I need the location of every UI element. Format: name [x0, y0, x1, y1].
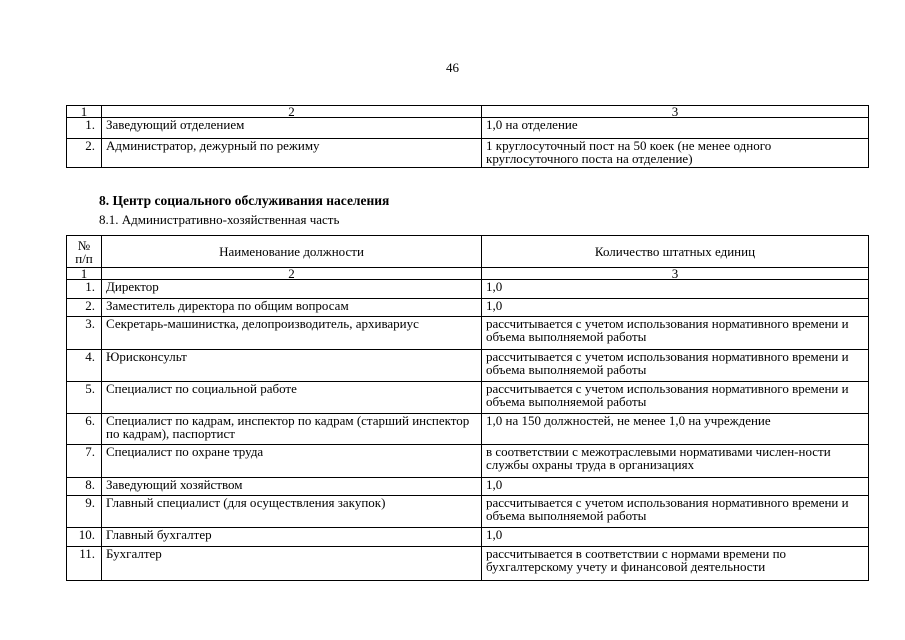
- table-row: [67, 496, 869, 528]
- section-title: 8. Центр социального обслуживания населения: [99, 193, 390, 208]
- table-row: [67, 118, 869, 139]
- staff-quantity: 1,0 на 150 должностей, не менее 1,0 на учреждение: [482, 414, 869, 445]
- column-index-cell: 2: [102, 106, 482, 118]
- position-name: Специалист по охране труда: [102, 445, 482, 478]
- position-name: Бухгалтер: [102, 547, 482, 581]
- row-number: 4.: [67, 350, 102, 382]
- table-row: [67, 139, 869, 168]
- staff-quantity: 1 круглосуточный пост на 50 коек (не менее одного круглосуточного поста на отделение): [482, 139, 869, 168]
- staff-quantity: рассчитывается в соответствии с нормами времени по бухгалтерскому учету и финансовой деятельности: [482, 547, 869, 581]
- staff-quantity: 1,0: [482, 299, 869, 317]
- staff-quantity: рассчитывается с учетом использования нормативного времени и объема выполняемой работы: [482, 496, 869, 528]
- staff-quantity: 1,0: [482, 528, 869, 547]
- column-index-cell: 3: [482, 268, 869, 280]
- row-number: 5.: [67, 382, 102, 414]
- table-row: [67, 382, 869, 414]
- table-row: [67, 350, 869, 382]
- staff-quantity: в соответствии с межотраслевыми нормативами числен-ности службы охраны труда в организациях: [482, 445, 869, 478]
- row-number: 2.: [67, 299, 102, 317]
- position-name: Главный специалист (для осуществления закупок): [102, 496, 482, 528]
- row-number: 10.: [67, 528, 102, 547]
- table-row: [67, 414, 869, 445]
- row-number: 6.: [67, 414, 102, 445]
- row-number: 9.: [67, 496, 102, 528]
- position-name: Заместитель директора по общим вопросам: [102, 299, 482, 317]
- staff-quantity: рассчитывается с учетом использования нормативного времени и объема выполняемой работы: [482, 350, 869, 382]
- table-row: [67, 547, 869, 581]
- column-index-cell: 2: [102, 268, 482, 280]
- header-staff-quantity: Количество штатных единиц: [482, 236, 869, 268]
- row-number: 8.: [67, 478, 102, 496]
- position-name: Главный бухгалтер: [102, 528, 482, 547]
- staff-table: [66, 235, 869, 581]
- column-index-cell: 1: [67, 268, 102, 280]
- table-row: [67, 280, 869, 299]
- table-row: [67, 478, 869, 496]
- row-number: 2.: [67, 139, 102, 168]
- staff-quantity: 1,0 на отделение: [482, 118, 869, 139]
- table-row: [67, 317, 869, 350]
- position-name: Юрисконсульт: [102, 350, 482, 382]
- position-name: Заведующий отделением: [102, 118, 482, 139]
- table-row: [67, 445, 869, 478]
- page-number: 46: [446, 60, 459, 75]
- position-name: Администратор, дежурный по режиму: [102, 139, 482, 168]
- column-index-cell: 3: [482, 106, 869, 118]
- column-index-row: [67, 106, 869, 118]
- position-name: Специалист по социальной работе: [102, 382, 482, 414]
- table-row: [67, 528, 869, 547]
- table-header-row: [67, 236, 869, 268]
- row-number: 3.: [67, 317, 102, 350]
- row-number: 7.: [67, 445, 102, 478]
- header-position-name: Наименование должности: [102, 236, 482, 268]
- row-number: 1.: [67, 118, 102, 139]
- section-subtitle: 8.1. Административно-хозяйственная часть: [99, 212, 340, 227]
- column-index-cell: 1: [67, 106, 102, 118]
- position-name: Секретарь-машинистка, делопроизводитель, архивариус: [102, 317, 482, 350]
- staff-quantity: рассчитывается с учетом использования нормативного времени и объема выполняемой работы: [482, 382, 869, 414]
- position-name: Заведующий хозяйством: [102, 478, 482, 496]
- staff-quantity: 1,0: [482, 280, 869, 299]
- row-number: 1.: [67, 280, 102, 299]
- position-name: Директор: [102, 280, 482, 299]
- row-number: 11.: [67, 547, 102, 581]
- table-row: [67, 299, 869, 317]
- column-index-row: [67, 268, 869, 280]
- staff-table-continued: [66, 105, 869, 168]
- header-number: № п/п: [67, 236, 102, 268]
- staff-quantity: рассчитывается с учетом использования нормативного времени и объема выполняемой работы: [482, 317, 869, 350]
- position-name: Специалист по кадрам, инспектор по кадрам (старший инспектор по кадрам), паспортист: [102, 414, 482, 445]
- staff-quantity: 1,0: [482, 478, 869, 496]
